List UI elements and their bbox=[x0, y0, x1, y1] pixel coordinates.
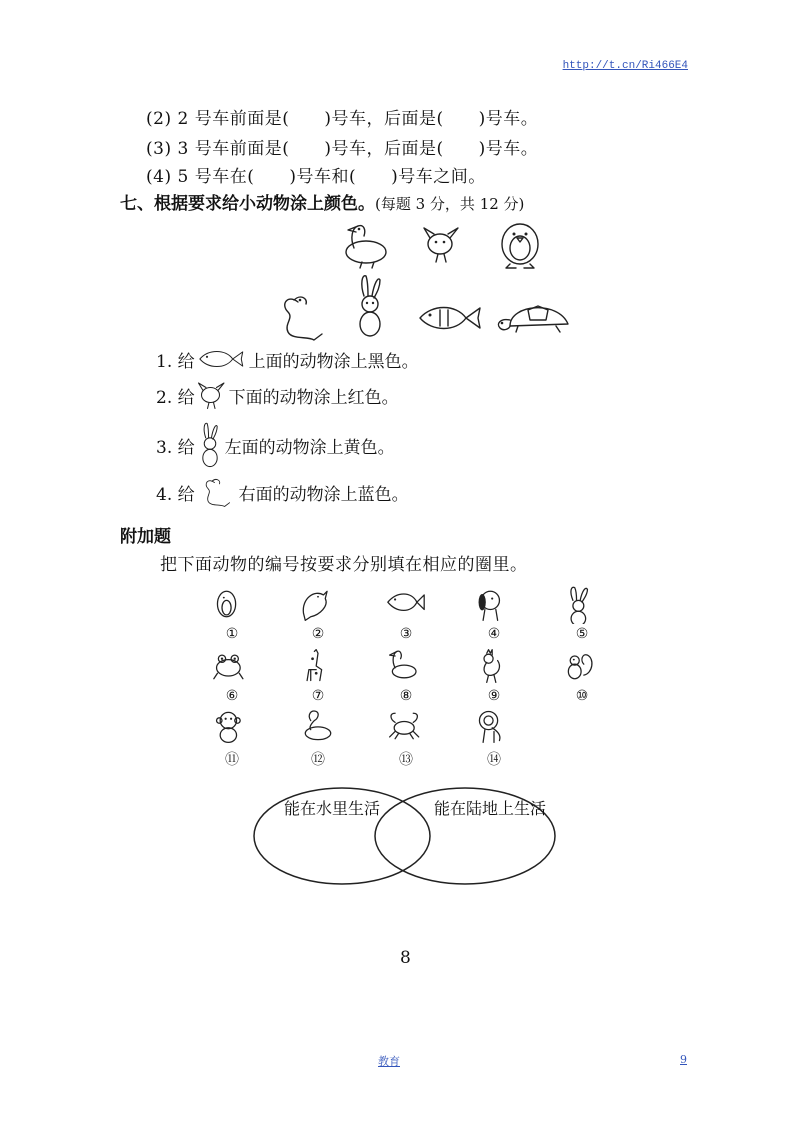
rabbit-icon bbox=[562, 584, 602, 624]
bird-icon bbox=[197, 378, 227, 412]
giraffe-icon bbox=[298, 646, 338, 686]
instruction-4-text: 右面的动物涂上蓝色。 bbox=[238, 484, 409, 505]
instruction-2 bbox=[156, 378, 399, 412]
instruction-4 bbox=[156, 475, 409, 509]
dolphin-icon bbox=[298, 584, 338, 624]
lion-icon bbox=[474, 706, 514, 746]
snake-icon bbox=[285, 297, 322, 340]
instruction-1 bbox=[156, 342, 419, 376]
penguin-icon bbox=[212, 584, 252, 624]
penguin-icon bbox=[502, 224, 538, 268]
section-7-title: 七、根据要求给小动物涂上颜色。 bbox=[120, 194, 375, 214]
duck-icon bbox=[346, 226, 386, 268]
page-number: 8 bbox=[400, 948, 411, 968]
instruction-2-prefix: 2. 给 bbox=[156, 387, 195, 408]
rabbit-icon bbox=[197, 422, 223, 468]
animal-number: ⑬ bbox=[399, 752, 413, 768]
instruction-1-text: 上面的动物涂上黑色。 bbox=[248, 351, 419, 372]
instruction-3 bbox=[156, 422, 395, 468]
turtle-icon bbox=[498, 306, 568, 332]
animal-number: ⑩ bbox=[575, 688, 589, 704]
instruction-3-text: 左面的动物涂上黄色。 bbox=[224, 437, 395, 458]
venn-right-label: 能在陆地上生活 bbox=[434, 799, 547, 818]
animal-number: ⑨ bbox=[487, 688, 501, 704]
animal-picture-grid bbox=[270, 210, 580, 350]
footer-page-number: 9 bbox=[680, 1053, 687, 1066]
fish-icon bbox=[420, 308, 480, 329]
extra-heading: 附加题 bbox=[120, 527, 171, 547]
fish-icon bbox=[197, 342, 247, 376]
monkey-icon bbox=[212, 706, 252, 746]
animal-number: ⑥ bbox=[225, 688, 239, 704]
bird-icon bbox=[424, 228, 458, 262]
section-7-score: (每题 3 分，共 12 分) bbox=[375, 195, 525, 213]
footer-link[interactable]: 教育 bbox=[378, 1055, 400, 1068]
animal-number: ④ bbox=[487, 626, 501, 642]
instruction-2-text: 下面的动物涂上红色。 bbox=[228, 387, 399, 408]
animal-number: ⑧ bbox=[399, 688, 413, 704]
animal-number: ⑤ bbox=[575, 626, 589, 642]
frog-icon bbox=[212, 646, 252, 686]
animal-number: ② bbox=[311, 626, 325, 642]
instruction-4-prefix: 4. 给 bbox=[156, 484, 195, 505]
crab-icon bbox=[386, 706, 426, 746]
animal-number: ① bbox=[225, 626, 239, 642]
venn-left-label: 能在水里生活 bbox=[284, 799, 381, 818]
question-line-3: (3) 3 号车前面是( )号车，后面是( )号车。 bbox=[146, 139, 539, 159]
duck-icon bbox=[386, 646, 426, 686]
animal-number: ⑦ bbox=[311, 688, 325, 704]
animal-number: ⑫ bbox=[311, 752, 325, 768]
fish-icon bbox=[386, 584, 426, 624]
animal-number: ③ bbox=[399, 626, 413, 642]
dog-icon bbox=[474, 584, 514, 624]
source-url-link[interactable]: http://t.cn/Ri466E4 bbox=[562, 60, 688, 72]
animal-number: ⑭ bbox=[487, 752, 501, 768]
animal-number: ⑪ bbox=[225, 752, 239, 768]
instruction-1-prefix: 1. 给 bbox=[156, 351, 195, 372]
question-line-2: (2) 2 号车前面是( )号车，后面是( )号车。 bbox=[146, 109, 539, 129]
extra-instruction: 把下面动物的编号按要求分别填在相应的圈里。 bbox=[160, 555, 528, 575]
question-line-4: (4) 5 号车在( )号车和( )号车之间。 bbox=[146, 167, 486, 187]
rabbit-icon bbox=[360, 276, 380, 336]
swan-icon bbox=[298, 706, 338, 746]
instruction-3-prefix: 3. 给 bbox=[156, 437, 195, 458]
squirrel-icon bbox=[562, 646, 602, 686]
rooster-icon bbox=[474, 646, 514, 686]
snake-icon bbox=[197, 475, 237, 509]
